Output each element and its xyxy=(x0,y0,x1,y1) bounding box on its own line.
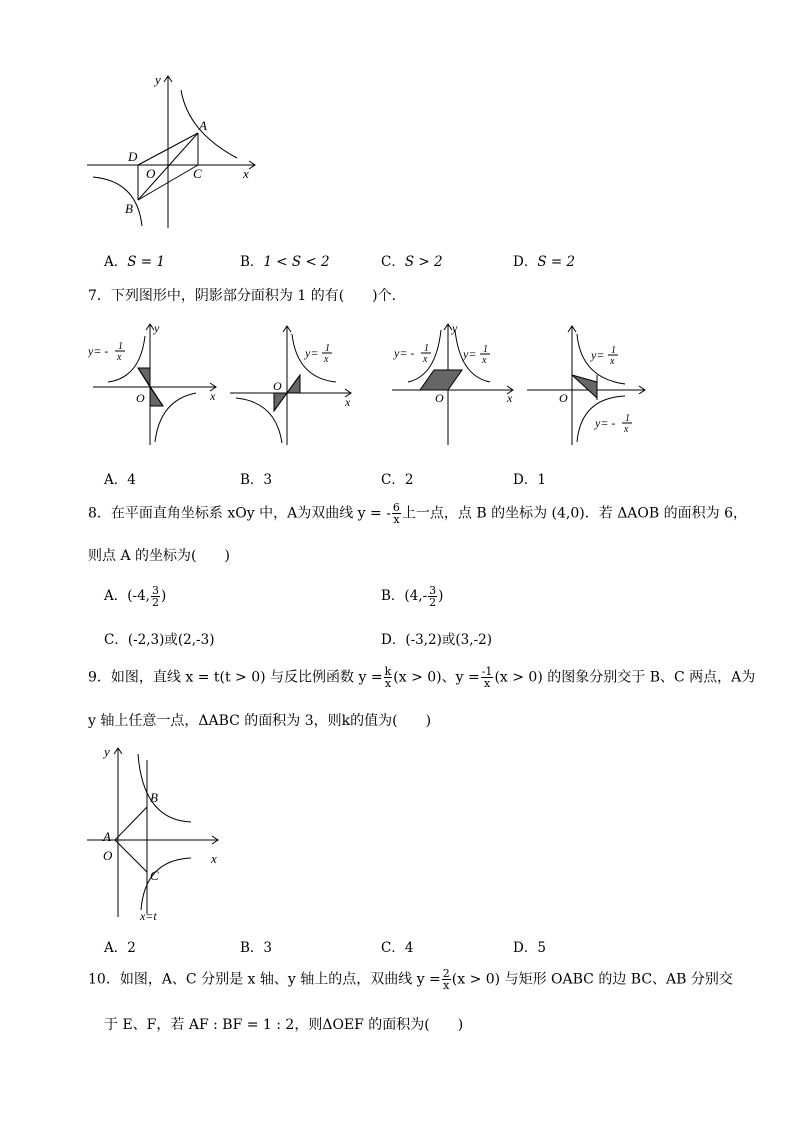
fig4-label-neg: y= - xyxy=(595,416,616,430)
fig2-frac-num: 1 xyxy=(325,343,330,354)
option-letter: A． xyxy=(104,472,128,488)
option-text: 5 xyxy=(537,940,546,956)
fig4-label-pos: y= xyxy=(591,348,605,362)
q6-figure xyxy=(85,70,265,230)
fig3-frac-num: 1 xyxy=(424,343,429,354)
q6-label-A: A xyxy=(199,118,207,133)
fig2-frac-den: x xyxy=(324,354,329,365)
q6-label-x: x xyxy=(243,166,249,181)
fig1-label-x: x xyxy=(210,389,216,403)
option-letter: B． xyxy=(240,254,264,270)
q10-stem-line1 xyxy=(88,968,733,991)
fig1-label-neg: y= - xyxy=(88,344,109,358)
q8-option-b xyxy=(381,584,443,608)
q7-figure-1 xyxy=(88,320,223,450)
option-fraction xyxy=(151,585,160,608)
q8-option-a xyxy=(104,584,166,608)
option-text: 4 xyxy=(404,940,414,956)
fig3-frac-den2: x xyxy=(482,355,487,366)
option-post: ) xyxy=(438,588,444,604)
q7-figure-3 xyxy=(390,320,520,450)
frac-den: x xyxy=(384,677,392,690)
q9-option-d xyxy=(513,936,546,956)
fig2-label-O: O xyxy=(273,379,282,393)
q7-stem: 7．下列图形中，阴影部分面积为 1 的有( )个． xyxy=(88,288,406,304)
frac-num: 2 xyxy=(442,967,450,980)
q6-option-a xyxy=(104,250,165,270)
q9-stem-a: 9．如图，直线 x = t(t > 0) 与反比例函数 y = xyxy=(88,669,383,686)
option-text: 4 xyxy=(127,472,136,488)
option-fraction xyxy=(428,585,437,608)
frac-den: 2 xyxy=(151,596,159,609)
q10-stem-a: 10．如图，A、C 分别是 x 轴、y 轴上的点，双曲线 y = xyxy=(88,971,441,988)
frac-num: 6 xyxy=(392,501,400,514)
q9-label-O: O xyxy=(103,848,113,863)
q9-stem-line1 xyxy=(88,666,755,689)
frac-num: 3 xyxy=(151,584,159,597)
q9-label-y: y xyxy=(104,744,110,759)
q6-option-c xyxy=(381,250,443,270)
frac-num: k xyxy=(384,665,392,678)
option-text: 3 xyxy=(263,472,273,488)
option-text: S = 2 xyxy=(537,254,576,270)
q6-label-C: C xyxy=(193,166,202,181)
q8-fraction xyxy=(392,502,401,525)
fig1-frac-num: 1 xyxy=(118,341,123,352)
fig3-label-O: O xyxy=(435,391,444,405)
q9-label-B: B xyxy=(150,790,158,805)
option-pre: (4,- xyxy=(404,588,428,604)
q9-option-a xyxy=(104,936,136,956)
q7-option-a xyxy=(104,468,136,488)
q9-stem-b: (x > 0)、y = xyxy=(393,669,480,686)
q9-label-A: A xyxy=(103,829,111,844)
option-letter: D． xyxy=(381,632,406,648)
q8-option-c xyxy=(104,628,214,648)
q10-stem-b: (x > 0) 与矩形 OABC 的边 BC、AB 分别交 xyxy=(451,971,733,988)
q9-label-C: C xyxy=(150,868,159,883)
option-letter: D． xyxy=(513,940,538,956)
q9-fraction-2 xyxy=(481,666,494,689)
q6-option-b xyxy=(240,250,330,270)
option-letter: C． xyxy=(381,472,405,488)
fig4-frac-num: 1 xyxy=(611,345,616,356)
option-text: 1 < S < 2 xyxy=(263,254,330,270)
fig2-label-x: x xyxy=(345,395,351,409)
q7-figure-2 xyxy=(228,320,358,450)
q6-label-B: B xyxy=(125,201,133,216)
frac-num: -1 xyxy=(481,665,493,678)
option-letter: D． xyxy=(513,472,538,488)
fig3-label-y: y xyxy=(452,321,458,335)
fig2-label-pos: y= xyxy=(305,346,319,360)
fig3-label-pos: y= xyxy=(463,347,477,361)
q9-stem-line2: y 轴上任意一点，ΔABC 的面积为 3，则k的值为( ) xyxy=(88,713,432,729)
q6-label-y: y xyxy=(155,72,161,87)
frac-den: x xyxy=(483,677,491,690)
q9-option-c xyxy=(381,936,413,956)
option-pre: (-4, xyxy=(127,588,150,604)
option-letter: B． xyxy=(240,940,264,956)
q9-label-xt: x=t xyxy=(140,909,157,923)
option-text: (-2,3)或(2,-3) xyxy=(127,632,215,648)
option-letter: A． xyxy=(104,254,128,270)
fig4-frac-num2: 1 xyxy=(625,413,630,424)
fig1-frac-den: x xyxy=(117,352,122,363)
q9-label-x: x xyxy=(211,851,217,866)
q7-option-d xyxy=(513,468,546,488)
fig3-label-neg: y= - xyxy=(394,346,415,360)
q9-stem-c: (x > 0) 的图象分别交于 B、C 两点，A为 xyxy=(494,669,756,686)
fig1-label-O: O xyxy=(136,391,145,405)
fig3-label-x: x xyxy=(507,391,513,405)
q8-stem-a: 8．在平面直角坐标系 xOy 中，A为双曲线 y = - xyxy=(88,505,391,522)
option-text: 2 xyxy=(404,472,414,488)
option-letter: C． xyxy=(381,254,405,270)
q9-fraction-1 xyxy=(384,666,393,689)
q6-label-D: D xyxy=(128,149,138,164)
frac-den: x xyxy=(443,979,450,992)
q6-label-O: O xyxy=(146,166,156,181)
option-letter: B． xyxy=(381,588,405,604)
option-text: 1 xyxy=(537,472,546,488)
q6-option-d xyxy=(513,250,575,270)
q10-stem-line2: 于 E、F，若 AF : BF = 1 : 2，则ΔOEF 的面积为( ) xyxy=(104,1017,464,1033)
q8-stem-line2: 则点 A 的坐标为( ) xyxy=(88,548,230,564)
option-letter: D． xyxy=(513,254,538,270)
q8-option-d xyxy=(381,628,492,648)
option-text: (-3,2)或(3,-2) xyxy=(405,632,492,648)
fig1-label-y: y xyxy=(154,321,160,335)
fig4-label-O: O xyxy=(559,391,568,405)
option-letter: A． xyxy=(104,588,128,604)
q9-figure xyxy=(85,742,230,924)
option-letter: B． xyxy=(240,472,264,488)
option-text: S > 2 xyxy=(404,254,443,270)
option-text: S = 1 xyxy=(127,254,165,270)
q7-option-b xyxy=(240,468,272,488)
q8-stem-line1 xyxy=(88,502,747,525)
frac-num: 3 xyxy=(429,584,437,597)
q7-option-c xyxy=(381,468,413,488)
option-letter: C． xyxy=(381,940,405,956)
frac-den: 2 xyxy=(429,596,437,609)
option-text: 2 xyxy=(127,940,136,956)
q9-option-b xyxy=(240,936,272,956)
option-text: 3 xyxy=(263,940,273,956)
fig4-frac-den: x xyxy=(610,356,615,367)
option-letter: A． xyxy=(104,940,128,956)
fig3-frac-den: x xyxy=(423,354,428,365)
fig3-frac-num2: 1 xyxy=(483,344,488,355)
q8-stem-b: 上一点，点 B 的坐标为 (4,0)．若 ΔAOB 的面积为 6， xyxy=(401,505,747,522)
option-post: ) xyxy=(160,588,167,604)
q7-figure-4 xyxy=(525,320,655,450)
fig4-frac-den2: x xyxy=(624,424,629,435)
frac-den: x xyxy=(393,513,400,526)
q10-fraction xyxy=(442,968,451,991)
option-letter: C． xyxy=(104,632,128,648)
